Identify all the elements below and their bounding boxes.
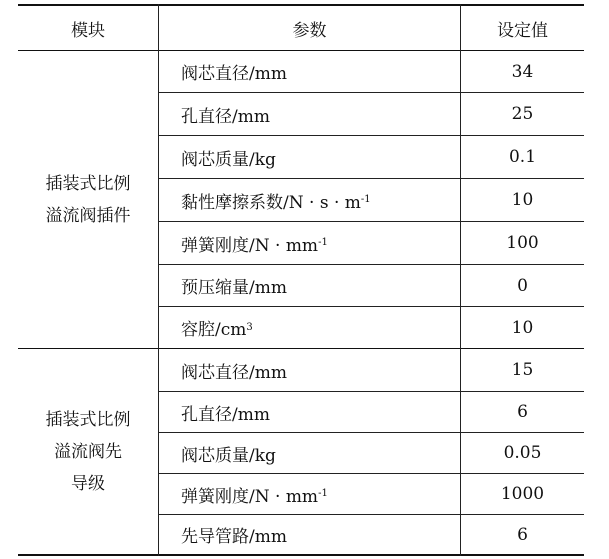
value-cell: 34 [511, 61, 534, 82]
header-param: 参数 [292, 20, 327, 41]
value-cell: 10 [511, 317, 534, 338]
value-cell: 15 [511, 360, 534, 380]
module-line: 溢流阀插件 [45, 205, 131, 226]
param-cell: 预压缩量/mm [181, 278, 287, 298]
value-cell: 1000 [500, 484, 545, 504]
header-value: 设定值 [497, 20, 548, 41]
param-cell: 先导管路/mm [181, 527, 287, 547]
bottom-rule [18, 554, 584, 556]
value-cell: 0.05 [503, 443, 542, 463]
module-label-pilot [18, 349, 158, 554]
header-module: 模块 [71, 20, 105, 41]
param-cell: 容腔/cm 3 [181, 320, 253, 340]
param-cell: 孔直径/mm [181, 106, 270, 127]
value-cell: 10 [511, 190, 534, 210]
param-cell: 阀芯直径/mm [181, 64, 287, 84]
param-cell: 弹簧刚度/N · mm -1 [181, 486, 328, 507]
value-cell: 0.1 [508, 147, 537, 167]
value-cell: 6 [517, 524, 528, 545]
param-cell: 孔直径/mm [181, 404, 270, 425]
parameter-table [18, 4, 584, 556]
module-label-insert [18, 51, 158, 348]
value-cell: 25 [511, 104, 534, 124]
module-line: 插装式比例 [45, 173, 131, 194]
module-line: 溢流阀先 [54, 441, 122, 462]
value-cell: 6 [517, 402, 528, 422]
param-cell: 阀芯质量/kg [181, 149, 276, 170]
value-cell: 0 [517, 275, 528, 296]
module-line: 插装式比例 [45, 409, 131, 430]
param-cell: 黏性摩擦系数/N · s · m -1 [181, 192, 371, 213]
param-cell: 阀芯质量/kg [181, 445, 276, 466]
param-cell: 弹簧刚度/N · mm -1 [181, 235, 328, 256]
value-cell: 100 [506, 233, 539, 253]
param-cell: 阀芯直径/mm [181, 362, 287, 383]
module-line: 导级 [71, 473, 105, 494]
